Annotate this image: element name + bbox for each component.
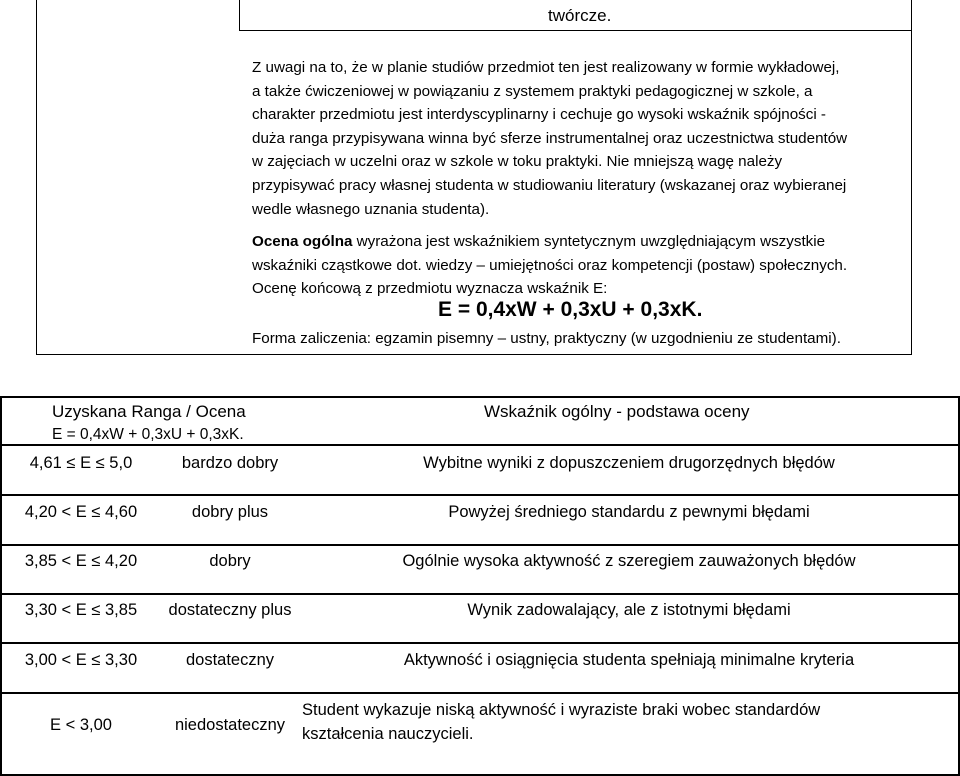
header-formula: E = 0,4xW + 0,3xU + 0,3xK.: [52, 426, 244, 443]
row-grade: dostateczny: [185, 651, 275, 669]
table-border: [1, 396, 959, 398]
table-border: [1, 544, 959, 546]
table-border: [1, 444, 959, 446]
text-line: [252, 230, 907, 254]
table-border: [1, 593, 959, 595]
table-border: [1, 692, 959, 694]
grade-table: [0, 396, 960, 776]
empty-left-cell: [37, 31, 239, 354]
row-range: 3,85 < E ≤ 4,20: [24, 552, 138, 570]
row-description: [302, 698, 942, 746]
text-line: charakter przedmiotu jest interdyscyplinarny i cechuje go wysoki wskaźnik spójności -: [252, 106, 826, 124]
row-description: Wybitne wyniki z dopuszczeniem drugorzędnych błędów: [423, 454, 835, 472]
text-line: w zajęciach w uczelni oraz w szkole w toku praktyki. Nie mniejszą wagę należy: [252, 153, 783, 171]
row-grade: dobry plus: [191, 503, 269, 521]
text-line: duża ranga przypisywana winna być sferze instrumentalnej oraz uczestnictwa studentów: [252, 129, 848, 147]
row-grade: bardzo dobry: [181, 454, 279, 472]
header-range: Uzyskana Ranga / Ocena: [52, 402, 246, 421]
table-border: [1, 642, 959, 644]
text-span: wyrażona jest wskaźnikiem syntetycznym uwzględniającym wszystkie: [352, 233, 826, 250]
text-line: a także ćwiczeniowej w powiązaniu z systemem praktyki pedagogicznej w szkole, a: [252, 82, 813, 100]
row-description: Aktywność i osiągnięcia studenta spełniają minimalne kryteria: [403, 651, 855, 669]
cell-divider: [239, 30, 911, 31]
row-description: Wynik zadowalający, ale z istotnymi błędami: [467, 601, 791, 619]
row-grade: dostateczny plus: [168, 601, 292, 619]
text-line: wedle własnego uznania studenta).: [252, 200, 490, 218]
table-border: [1, 494, 959, 496]
paragraph-study-form: [252, 56, 907, 221]
row-grade: niedostateczny: [174, 716, 286, 734]
text-line: Ocenę końcową z przedmiotu wyznacza wskaźnik E:: [252, 280, 608, 298]
row-description: Powyżej średniego standardu z pewnymi błędami: [448, 503, 810, 521]
row-grade: dobry: [209, 552, 251, 570]
assessment-form: Forma zaliczenia: egzamin pisemny – ustny, praktyczny (w uzgodnieniu ze studentami).: [252, 330, 841, 347]
text-line: kształcenia nauczycieli.: [302, 725, 474, 743]
bold-term: Ocena ogólna: [252, 233, 353, 250]
grade-formula: E = 0,4xW + 0,3xU + 0,3xK.: [438, 298, 703, 321]
cell-divider: [239, 0, 240, 30]
text-line: Student wykazuje niską aktywność i wyraziste braki wobec standardów: [302, 701, 821, 719]
row-range: 4,61 ≤ E ≤ 5,0: [29, 454, 133, 472]
text-line: przypisywać pracy własnej studenta w studiowaniu literatury (wskazanej oraz wybieranej: [252, 176, 847, 194]
text-line: wskaźniki cząstkowe dot. wiedzy – umiejętności oraz kompetencji (postaw) społecznych.: [252, 256, 848, 274]
row-range: 3,30 < E ≤ 3,85: [24, 601, 138, 619]
row-range: E < 3,00: [50, 716, 112, 734]
row-description: Ogólnie wysoka aktywność z szeregiem zauważonych błędów: [402, 552, 856, 570]
row-range: 3,00 < E ≤ 3,30: [24, 651, 138, 669]
continued-text: twórcze.: [548, 6, 612, 25]
row-range: 4,20 < E ≤ 4,60: [24, 503, 138, 521]
header-description: Wskaźnik ogólny - podstawa oceny: [484, 402, 750, 421]
paragraph-overall-grade: [252, 230, 907, 301]
text-line: Z uwagi na to, że w planie studiów przedmiot ten jest realizowany w formie wykładowej,: [252, 59, 840, 76]
